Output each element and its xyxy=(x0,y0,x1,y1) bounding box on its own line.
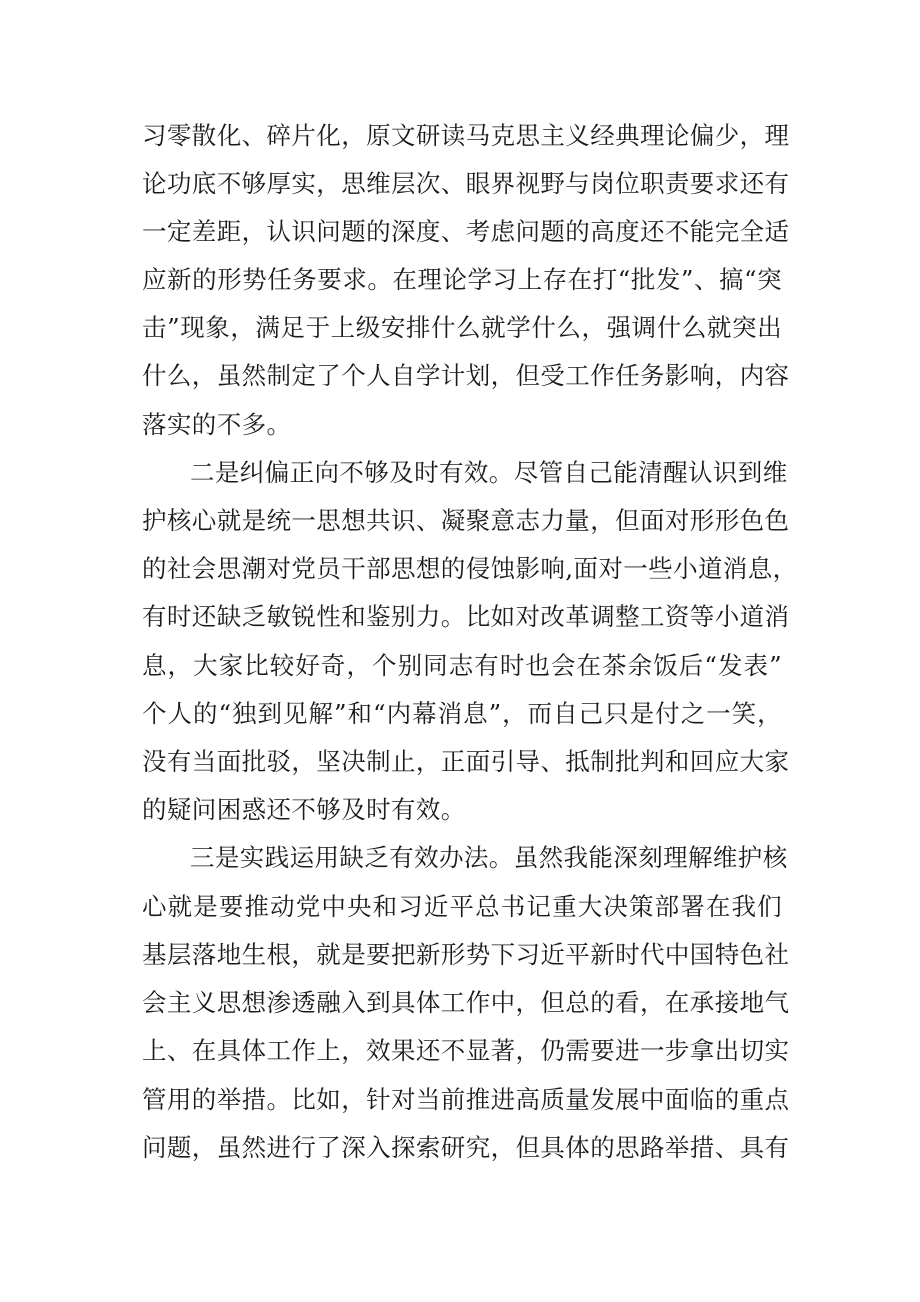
text-line: 的社会思潮对党员干部思想的侵蚀影响,面对一些小道消息， xyxy=(142,554,798,583)
text-line: 没有当面批驳，坚决制止，正面引导、抵制批判和回应大家 xyxy=(142,747,790,776)
text-line: 落实的不多。 xyxy=(142,410,292,439)
text-line: 息，大家比较好奇，个别同志有时也会在茶余饭后“发表” xyxy=(142,651,782,680)
text-line: 什么，虽然制定了个人自学计划，但受工作任务影响，内容 xyxy=(142,361,790,390)
text-line: 心就是要推动党中央和习近平总书记重大决策部署在我们 xyxy=(142,892,782,921)
text-line: 的疑问困惑还不够及时有效。 xyxy=(142,795,466,824)
text-line: 护核心就是统一思想共识、凝聚意志力量，但面对形形色色 xyxy=(142,506,790,535)
text-line: 有时还缺乏敏锐性和鉴别力。比如对改革调整工资等小道消 xyxy=(142,602,790,631)
text-line: 应新的形势任务要求。在理论学习上存在打“批发”、搞“突 xyxy=(142,265,782,294)
text-line: 一定差距，认识问题的深度、考虑问题的高度还不能完全适 xyxy=(142,217,790,246)
text-line: 问题，虽然进行了深入探索研究，但具体的思路举措、具有 xyxy=(142,1133,790,1162)
text-line: 三是实践运用缺乏有效办法。虽然我能深刻理解维护核 xyxy=(190,843,788,872)
text-line: 管用的举措。比如，针对当前推进高质量发展中面临的重点 xyxy=(142,1085,790,1114)
text-line: 二是纠偏正向不够及时有效。尽管自己能清醒认识到维 xyxy=(190,458,788,487)
text-line: 论功底不够厚实，思维层次、眼界视野与岗位职责要求还有 xyxy=(142,169,790,198)
text-line: 上、在具体工作上，效果还不显著，仍需要进一步拿出切实 xyxy=(142,1036,790,1065)
text-line: 会主义思想渗透融入到具体工作中，但总的看，在承接地气 xyxy=(142,988,790,1017)
text-line: 击”现象，满足于上级安排什么就学什么，强调什么就突出 xyxy=(142,313,782,342)
text-line: 基层落地生根，就是要把新形势下习近平新时代中国特色社 xyxy=(142,940,790,969)
text-line: 习零散化、碎片化，原文研读马克思主义经典理论偏少，理 xyxy=(142,121,790,150)
text-line: 个人的“独到见解”和“内幕消息”，而自己只是付之一笑， xyxy=(142,699,782,728)
